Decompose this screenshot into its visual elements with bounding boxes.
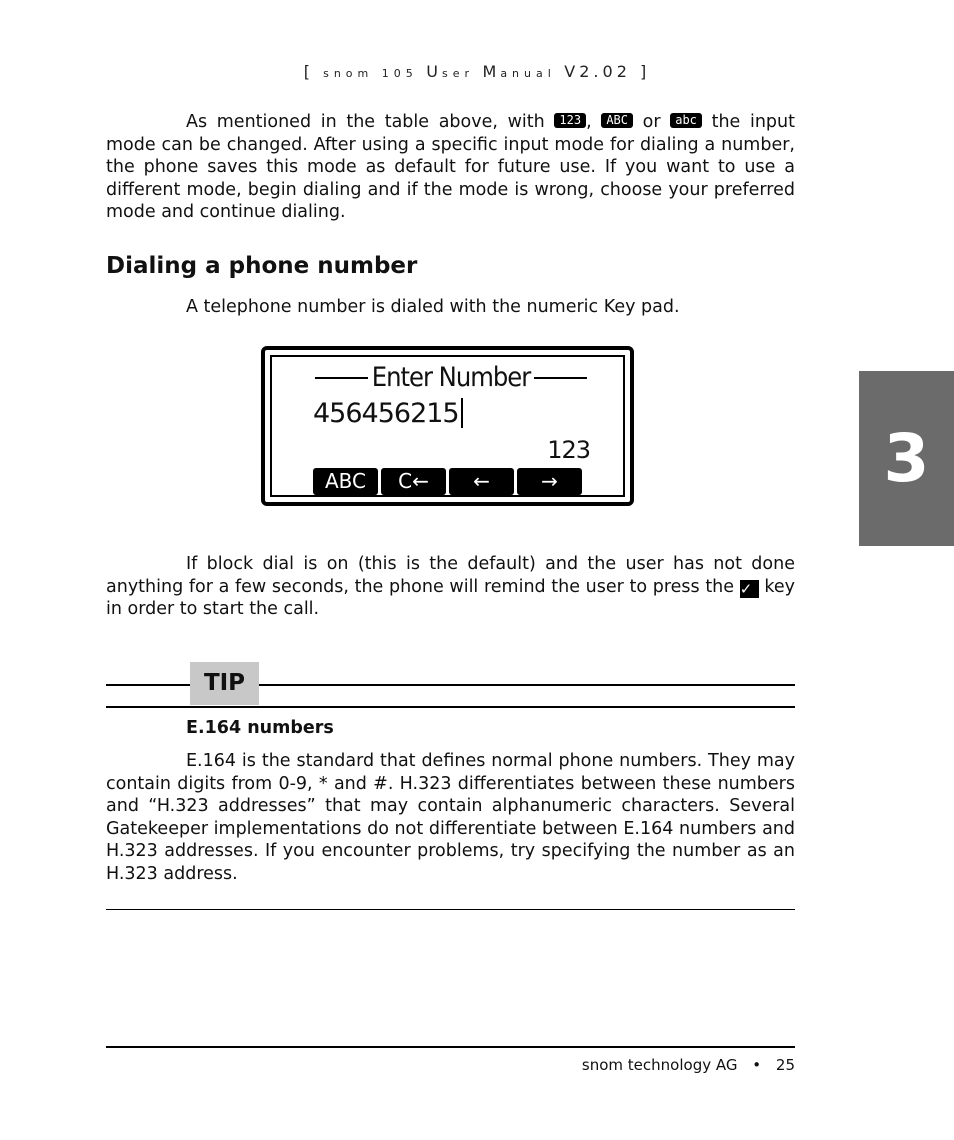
lcd-input-mode: 123: [547, 436, 590, 464]
lcd-softkeys: [313, 468, 582, 495]
softkey-clear: C←: [381, 468, 446, 495]
checkmark-key-icon: ✓: [740, 580, 759, 598]
mode-abc-upper-key-icon: ABC: [601, 113, 633, 128]
page-number: 25: [775, 1056, 795, 1074]
section-title: Dialing a phone number: [106, 253, 418, 279]
softkey-left: ←: [449, 468, 514, 495]
header-title: snom 105: [323, 67, 427, 80]
mode-abc-lower-key-icon: abc: [670, 113, 702, 128]
page-footer: [106, 1056, 795, 1074]
intro-paragraph: As mentioned in the table above, with 123 , ABC or abc the input mode can be changed. After using a specific input mode for dialing a number, the phone saves this mode as default for future use. If you want to use a different mode, begin dialing and if the mode is wrong, choose your preferred mode and continue dialing.: [106, 112, 795, 222]
softkey-right: →: [517, 468, 582, 495]
tip-body: E.164 is the standard that defines normal phone numbers. They may contain digits from 0-9, * and #. H.323 differentiates between these numbers and “H.323 addresses” that may contain alphanumeric characters. Several Gatekeeper implementations do not differentiate between E.164 numbers and H.323 addresses. If you encounter problems, try specifying the number as an H.323 address.: [106, 751, 795, 884]
header-version: V2.02: [564, 62, 631, 81]
footer-bullet: •: [752, 1056, 762, 1074]
tip-rule-bottom: [106, 706, 795, 708]
tip-end-rule: [106, 909, 795, 910]
tip-subtitle: E.164 numbers: [186, 718, 334, 738]
tip-rule-left: [106, 684, 190, 686]
tip-rule-right: [259, 684, 795, 686]
text-cursor-icon: [461, 398, 463, 428]
chapter-tab: 3: [859, 371, 954, 546]
mode-123-key-icon: 123: [554, 113, 586, 128]
lcd-number: 456456215: [313, 398, 463, 429]
footer-rule: [106, 1046, 795, 1048]
phone-lcd-display: [261, 346, 634, 506]
running-header: [ snom 105 User Manual V2.02 ]: [303, 62, 651, 81]
section-lead: A telephone number is dialed with the numeric Key pad.: [186, 297, 680, 317]
softkey-abc: ABC: [313, 468, 378, 495]
tip-label: TIP: [190, 662, 259, 705]
footer-company: snom technology AG: [581, 1056, 738, 1074]
block-dial-paragraph: If block dial is on (this is the default) and the user has not done anything for a few seconds, the phone will remind the user to press the ✓ key in order to start the call.: [106, 554, 795, 619]
lcd-title: Enter Number: [315, 362, 587, 393]
